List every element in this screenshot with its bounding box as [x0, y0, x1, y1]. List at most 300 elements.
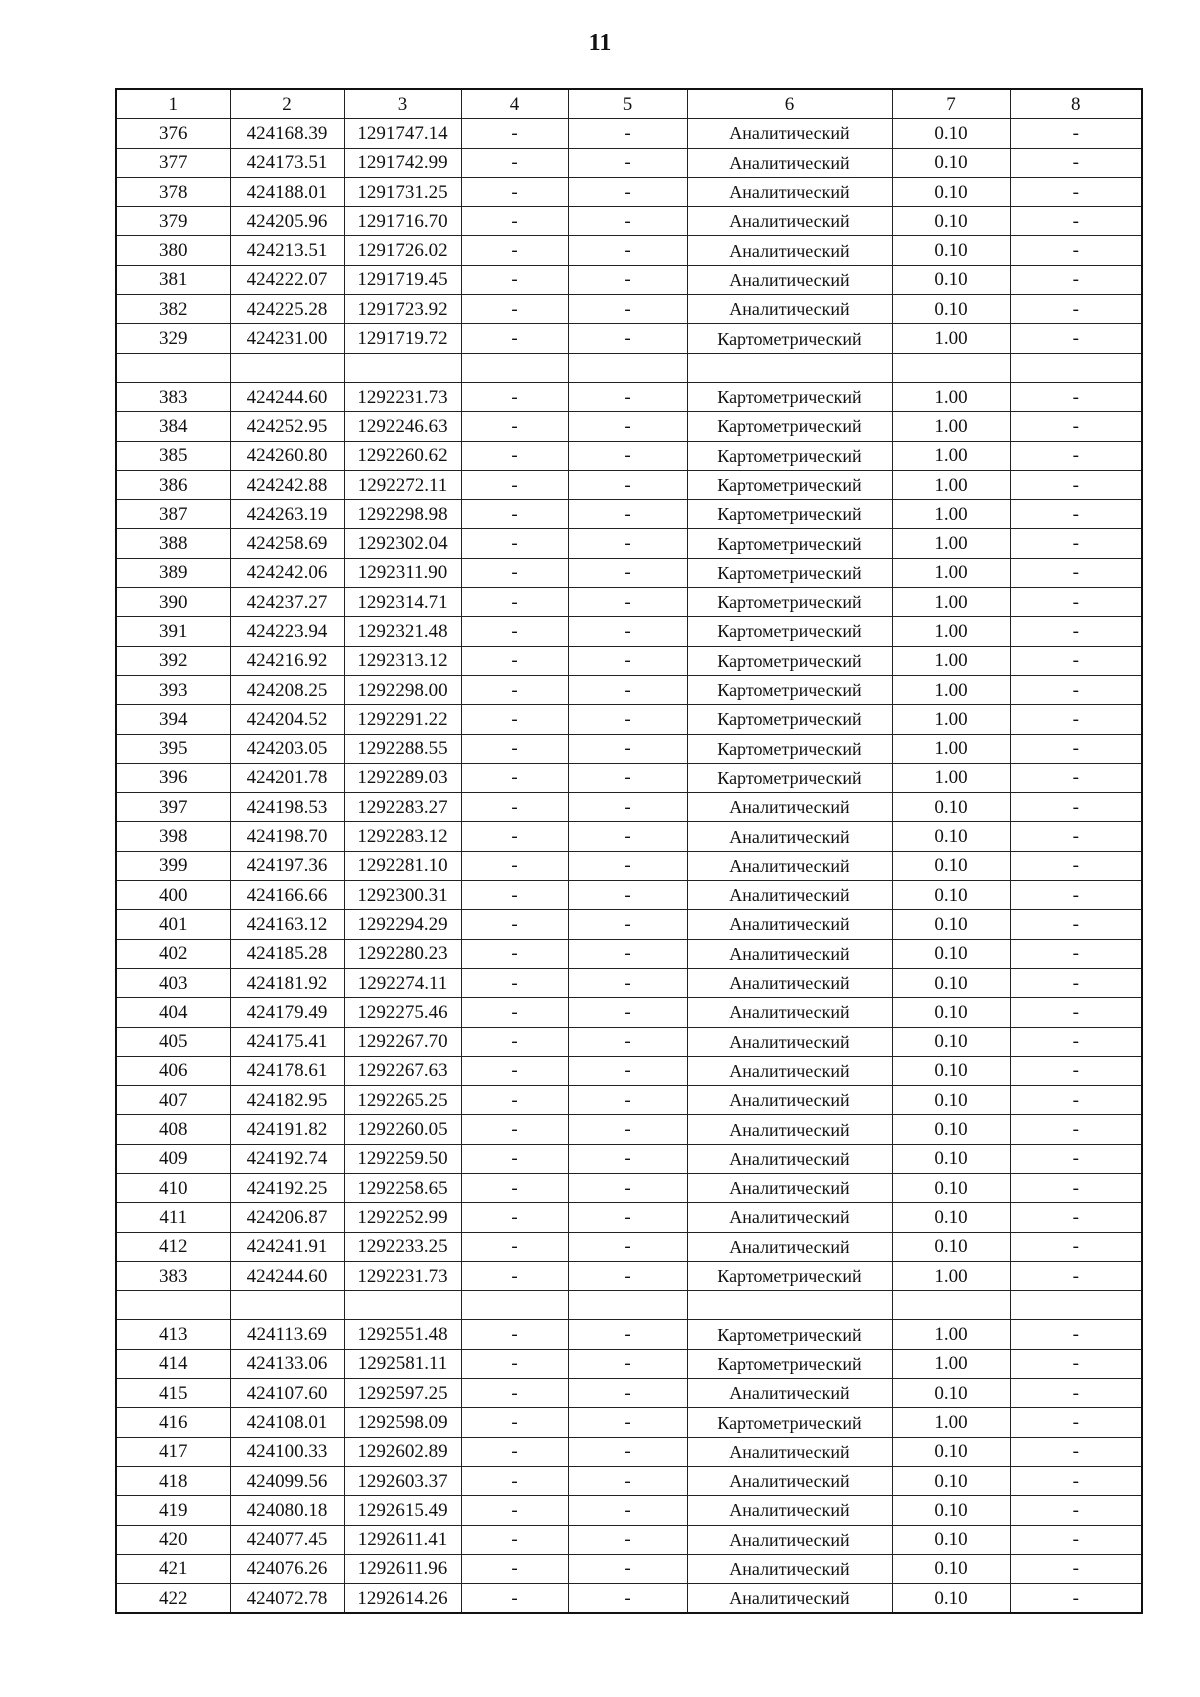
table-cell-col-3: 1292231.73	[344, 382, 461, 411]
table-cell-col-2: 424182.95	[230, 1086, 344, 1115]
table-cell-col-3: 1292298.98	[344, 500, 461, 529]
table-row	[116, 1320, 1142, 1349]
table-cell-col-7: 1.00	[892, 412, 1010, 441]
table-cell-col-7: 0.10	[892, 295, 1010, 324]
table-cell-col-3: 1292272.11	[344, 470, 461, 499]
table-cell-col-3: 1292611.41	[344, 1525, 461, 1554]
table-row	[116, 500, 1142, 529]
table-cell-col-2: 424208.25	[230, 675, 344, 704]
table-cell-col-3: 1292300.31	[344, 881, 461, 910]
column-header-1: 1	[116, 89, 230, 119]
table-cell-col-3: 1292551.48	[344, 1320, 461, 1349]
table-cell-col-1: 407	[116, 1086, 230, 1115]
table-cell-col-4: -	[461, 412, 568, 441]
table-cell-col-8: -	[1010, 1320, 1142, 1349]
table-cell-col-6	[687, 1291, 892, 1320]
table-cell-col-5: -	[568, 1379, 687, 1408]
table-cell-col-2: 424203.05	[230, 734, 344, 763]
table-cell-col-4: -	[461, 1027, 568, 1056]
table-cell-col-6: Аналитический	[687, 1554, 892, 1583]
table-cell-col-4: -	[461, 1496, 568, 1525]
table-cell-col-1: 417	[116, 1437, 230, 1466]
table-cell-col-7: 0.10	[892, 1496, 1010, 1525]
table-cell-col-7: 0.10	[892, 1584, 1010, 1614]
table-cell-col-2: 424185.28	[230, 939, 344, 968]
table-cell-col-8: -	[1010, 675, 1142, 704]
table-cell-col-2: 424192.25	[230, 1173, 344, 1202]
table-cell-col-3: 1292259.50	[344, 1144, 461, 1173]
table-cell-col-2: 424231.00	[230, 324, 344, 353]
table-row	[116, 177, 1142, 206]
table-cell-col-7: 0.10	[892, 1203, 1010, 1232]
table-cell-col-2: 424252.95	[230, 412, 344, 441]
table-cell-col-6: Аналитический	[687, 998, 892, 1027]
table-cell-col-6: Аналитический	[687, 1496, 892, 1525]
table-cell-col-3: 1292288.55	[344, 734, 461, 763]
table-cell-col-2: 424173.51	[230, 148, 344, 177]
table-row	[116, 675, 1142, 704]
column-header-6: 6	[687, 89, 892, 119]
table-cell-col-8: -	[1010, 1144, 1142, 1173]
table-cell-col-7: 0.10	[892, 1056, 1010, 1085]
table-cell-col-6: Аналитический	[687, 1173, 892, 1202]
table-cell-col-5: -	[568, 1115, 687, 1144]
table-cell-col-8: -	[1010, 734, 1142, 763]
table-cell-col-1: 392	[116, 646, 230, 675]
table-cell-col-7: 0.10	[892, 851, 1010, 880]
table-cell-col-1: 383	[116, 1261, 230, 1290]
table-cell-col-7: 1.00	[892, 1408, 1010, 1437]
table-cell-col-4: -	[461, 1437, 568, 1466]
table-cell-col-7: 0.10	[892, 793, 1010, 822]
table-cell-col-4: -	[461, 763, 568, 792]
table-row	[116, 1466, 1142, 1495]
table-cell-col-5: -	[568, 588, 687, 617]
table-cell-col-6: Аналитический	[687, 1203, 892, 1232]
table-cell-col-1: 420	[116, 1525, 230, 1554]
table-cell-col-7: 0.10	[892, 177, 1010, 206]
table-cell-col-7: 0.10	[892, 207, 1010, 236]
column-header-7: 7	[892, 89, 1010, 119]
table-cell-col-6: Картометрический	[687, 1349, 892, 1378]
table-cell-col-5: -	[568, 412, 687, 441]
table-cell-col-1	[116, 1291, 230, 1320]
table-cell-col-7: 0.10	[892, 1144, 1010, 1173]
table-cell-col-8: -	[1010, 558, 1142, 587]
table-cell-col-4: -	[461, 939, 568, 968]
table-cell-col-3: 1292283.27	[344, 793, 461, 822]
table-cell-col-8: -	[1010, 588, 1142, 617]
separator-row	[116, 1291, 1142, 1320]
table-cell-col-5: -	[568, 939, 687, 968]
page-number: 11	[588, 30, 612, 56]
table-cell-col-8: -	[1010, 793, 1142, 822]
table-cell-col-4: -	[461, 822, 568, 851]
table-cell-col-6: Аналитический	[687, 1437, 892, 1466]
table-cell-col-3: 1292321.48	[344, 617, 461, 646]
table-cell-col-2: 424242.88	[230, 470, 344, 499]
table-cell-col-3: 1292275.46	[344, 998, 461, 1027]
table-cell-col-4: -	[461, 1525, 568, 1554]
table-cell-col-1: 381	[116, 265, 230, 294]
table-cell-col-4: -	[461, 441, 568, 470]
table-cell-col-8: -	[1010, 1408, 1142, 1437]
table-cell-col-2: 424179.49	[230, 998, 344, 1027]
table-cell-col-7: 1.00	[892, 529, 1010, 558]
table-cell-col-7: 0.10	[892, 1232, 1010, 1261]
table-cell-col-1: 403	[116, 968, 230, 997]
table-cell-col-1: 419	[116, 1496, 230, 1525]
table-cell-col-6: Аналитический	[687, 1584, 892, 1614]
table-cell-col-1	[116, 353, 230, 382]
table-cell-col-1: 410	[116, 1173, 230, 1202]
table-cell-col-5: -	[568, 1496, 687, 1525]
table-cell-col-8: -	[1010, 1056, 1142, 1085]
table-cell-col-2: 424222.07	[230, 265, 344, 294]
table-cell-col-3: 1291719.45	[344, 265, 461, 294]
table-cell-col-7: 0.10	[892, 968, 1010, 997]
table-cell-col-6: Картометрический	[687, 558, 892, 587]
table-cell-col-3: 1292274.11	[344, 968, 461, 997]
table-cell-col-1: 402	[116, 939, 230, 968]
table-cell-col-1: 413	[116, 1320, 230, 1349]
table-cell-col-5	[568, 353, 687, 382]
table-row	[116, 1232, 1142, 1261]
table-cell-col-2: 424242.06	[230, 558, 344, 587]
table-cell-col-3: 1292314.71	[344, 588, 461, 617]
table-cell-col-5: -	[568, 1525, 687, 1554]
table-cell-col-7: 0.10	[892, 1027, 1010, 1056]
table-cell-col-3: 1292291.22	[344, 705, 461, 734]
table-cell-col-8: -	[1010, 1261, 1142, 1290]
table-cell-col-7: 1.00	[892, 646, 1010, 675]
table-cell-col-3: 1292260.62	[344, 441, 461, 470]
table-row	[116, 910, 1142, 939]
table-cell-col-1: 380	[116, 236, 230, 265]
table-cell-col-4: -	[461, 910, 568, 939]
table-cell-col-7: 1.00	[892, 500, 1010, 529]
table-cell-col-1: 422	[116, 1584, 230, 1614]
table-cell-col-1: 391	[116, 617, 230, 646]
table-cell-col-6: Аналитический	[687, 1525, 892, 1554]
table-cell-col-3: 1292231.73	[344, 1261, 461, 1290]
table-cell-col-7	[892, 1291, 1010, 1320]
table-cell-col-1: 408	[116, 1115, 230, 1144]
table-cell-col-3: 1292281.10	[344, 851, 461, 880]
table-row	[116, 295, 1142, 324]
table-cell-col-4: -	[461, 1554, 568, 1583]
table-cell-col-4: -	[461, 1173, 568, 1202]
table-cell-col-3: 1292289.03	[344, 763, 461, 792]
table-cell-col-8: -	[1010, 324, 1142, 353]
table-cell-col-8: -	[1010, 1437, 1142, 1466]
coordinates-table	[115, 88, 1143, 1614]
table-cell-col-8: -	[1010, 382, 1142, 411]
table-cell-col-7: 1.00	[892, 324, 1010, 353]
table-cell-col-5: -	[568, 324, 687, 353]
table-cell-col-8: -	[1010, 881, 1142, 910]
table-row	[116, 1261, 1142, 1290]
table-row	[116, 558, 1142, 587]
table-cell-col-3: 1292615.49	[344, 1496, 461, 1525]
table-cell-col-5	[568, 1291, 687, 1320]
table-cell-col-6: Аналитический	[687, 1144, 892, 1173]
table-cell-col-1: 390	[116, 588, 230, 617]
table-cell-col-5: -	[568, 1320, 687, 1349]
table-cell-col-2: 424175.41	[230, 1027, 344, 1056]
table-cell-col-1: 406	[116, 1056, 230, 1085]
table-cell-col-8	[1010, 353, 1142, 382]
table-cell-col-2: 424201.78	[230, 763, 344, 792]
table-cell-col-2: 424205.96	[230, 207, 344, 236]
table-cell-col-5: -	[568, 1349, 687, 1378]
table-cell-col-1: 398	[116, 822, 230, 851]
table-cell-col-2: 424241.91	[230, 1232, 344, 1261]
table-cell-col-5: -	[568, 529, 687, 558]
table-cell-col-2: 424244.60	[230, 382, 344, 411]
table-cell-col-3: 1292597.25	[344, 1379, 461, 1408]
table-row	[116, 1173, 1142, 1202]
table-cell-col-3: 1291742.99	[344, 148, 461, 177]
table-cell-col-2: 424166.66	[230, 881, 344, 910]
table-cell-col-3: 1292260.05	[344, 1115, 461, 1144]
table-cell-col-1: 404	[116, 998, 230, 1027]
table-cell-col-1: 394	[116, 705, 230, 734]
table-row	[116, 588, 1142, 617]
table-cell-col-4: -	[461, 617, 568, 646]
table-cell-col-4: -	[461, 295, 568, 324]
table-cell-col-8: -	[1010, 1379, 1142, 1408]
table-cell-col-6: Аналитический	[687, 793, 892, 822]
table-cell-col-3: 1291726.02	[344, 236, 461, 265]
table-row	[116, 207, 1142, 236]
table-cell-col-7: 1.00	[892, 1261, 1010, 1290]
table-cell-col-7: 0.10	[892, 265, 1010, 294]
table-cell-col-3: 1291723.92	[344, 295, 461, 324]
table-cell-col-4: -	[461, 529, 568, 558]
table-cell-col-5: -	[568, 1554, 687, 1583]
table-row	[116, 1027, 1142, 1056]
table-cell-col-2: 424213.51	[230, 236, 344, 265]
table-row	[116, 705, 1142, 734]
table-cell-col-7: 1.00	[892, 441, 1010, 470]
table-cell-col-7: 0.10	[892, 1437, 1010, 1466]
table-cell-col-2: 424197.36	[230, 851, 344, 880]
table-cell-col-2: 424225.28	[230, 295, 344, 324]
table-cell-col-7: 0.10	[892, 1379, 1010, 1408]
table-cell-col-4: -	[461, 881, 568, 910]
table-cell-col-2: 424072.78	[230, 1584, 344, 1614]
table-cell-col-4: -	[461, 236, 568, 265]
table-row	[116, 881, 1142, 910]
table-cell-col-4: -	[461, 207, 568, 236]
table-cell-col-6: Аналитический	[687, 295, 892, 324]
table-cell-col-8: -	[1010, 1232, 1142, 1261]
table-cell-col-2: 424077.45	[230, 1525, 344, 1554]
table-cell-col-4: -	[461, 177, 568, 206]
table-cell-col-4: -	[461, 324, 568, 353]
table-cell-col-2: 424198.53	[230, 793, 344, 822]
table-cell-col-2: 424163.12	[230, 910, 344, 939]
table-cell-col-5: -	[568, 734, 687, 763]
table-cell-col-3: 1292246.63	[344, 412, 461, 441]
table-cell-col-6: Аналитический	[687, 968, 892, 997]
table-cell-col-4: -	[461, 1203, 568, 1232]
table-cell-col-2: 424133.06	[230, 1349, 344, 1378]
table-cell-col-2: 424178.61	[230, 1056, 344, 1085]
table-cell-col-1: 416	[116, 1408, 230, 1437]
table-cell-col-4: -	[461, 675, 568, 704]
table-cell-col-3: 1292267.70	[344, 1027, 461, 1056]
table-cell-col-8: -	[1010, 236, 1142, 265]
table-cell-col-6: Картометрический	[687, 470, 892, 499]
table-cell-col-8: -	[1010, 1203, 1142, 1232]
table-row	[116, 148, 1142, 177]
table-cell-col-1: 384	[116, 412, 230, 441]
table-cell-col-7: 0.10	[892, 939, 1010, 968]
table-cell-col-7: 0.10	[892, 236, 1010, 265]
table-cell-col-5: -	[568, 500, 687, 529]
table-cell-col-7: 0.10	[892, 1466, 1010, 1495]
table-cell-col-8: -	[1010, 617, 1142, 646]
column-header-8: 8	[1010, 89, 1142, 119]
table-cell-col-6: Аналитический	[687, 236, 892, 265]
table-row	[116, 265, 1142, 294]
table-cell-col-5: -	[568, 1027, 687, 1056]
table-cell-col-1: 415	[116, 1379, 230, 1408]
table-cell-col-5: -	[568, 177, 687, 206]
table-cell-col-6: Аналитический	[687, 207, 892, 236]
table-cell-col-2: 424076.26	[230, 1554, 344, 1583]
table-cell-col-7: 0.10	[892, 910, 1010, 939]
table-cell-col-5: -	[568, 1584, 687, 1614]
table-cell-col-5: -	[568, 1173, 687, 1202]
table-cell-col-4: -	[461, 851, 568, 880]
table-cell-col-1: 376	[116, 119, 230, 148]
table-cell-col-5: -	[568, 910, 687, 939]
table-cell-col-4: -	[461, 646, 568, 675]
table-cell-col-3: 1292598.09	[344, 1408, 461, 1437]
table-cell-col-6: Картометрический	[687, 705, 892, 734]
table-cell-col-6: Картометрический	[687, 324, 892, 353]
table-cell-col-1: 385	[116, 441, 230, 470]
table-cell-col-3: 1291719.72	[344, 324, 461, 353]
table-cell-col-8: -	[1010, 646, 1142, 675]
table-cell-col-3: 1292603.37	[344, 1466, 461, 1495]
table-row	[116, 822, 1142, 851]
column-header-4: 4	[461, 89, 568, 119]
table-cell-col-4: -	[461, 382, 568, 411]
column-header-3: 3	[344, 89, 461, 119]
table-cell-col-8: -	[1010, 910, 1142, 939]
table-row	[116, 998, 1142, 1027]
table-cell-col-8: -	[1010, 705, 1142, 734]
table-cell-col-1: 379	[116, 207, 230, 236]
table-cell-col-6: Картометрический	[687, 1261, 892, 1290]
table-cell-col-2: 424263.19	[230, 500, 344, 529]
table-cell-col-5: -	[568, 1408, 687, 1437]
table-cell-col-3: 1291747.14	[344, 119, 461, 148]
table-cell-col-1: 412	[116, 1232, 230, 1261]
table-cell-col-1: 389	[116, 558, 230, 587]
table-cell-col-8: -	[1010, 1525, 1142, 1554]
table-row	[116, 382, 1142, 411]
table-cell-col-2: 424216.92	[230, 646, 344, 675]
table-cell-col-8: -	[1010, 207, 1142, 236]
table-cell-col-4	[461, 353, 568, 382]
table-cell-col-6: Аналитический	[687, 822, 892, 851]
table-cell-col-1: 418	[116, 1466, 230, 1495]
table-cell-col-2: 424080.18	[230, 1496, 344, 1525]
table-cell-col-1: 377	[116, 148, 230, 177]
table-cell-col-3: 1292611.96	[344, 1554, 461, 1583]
table-cell-col-8: -	[1010, 1466, 1142, 1495]
table-row	[116, 939, 1142, 968]
table-cell-col-5: -	[568, 470, 687, 499]
table-row	[116, 1203, 1142, 1232]
table-cell-col-1: 405	[116, 1027, 230, 1056]
table-row	[116, 529, 1142, 558]
table-row	[116, 1525, 1142, 1554]
table-cell-col-1: 382	[116, 295, 230, 324]
table-row	[116, 793, 1142, 822]
table-cell-col-2	[230, 1291, 344, 1320]
table-cell-col-4: -	[461, 588, 568, 617]
table-cell-col-7: 1.00	[892, 675, 1010, 704]
table-cell-col-8: -	[1010, 1349, 1142, 1378]
table-cell-col-4: -	[461, 793, 568, 822]
separator-row	[116, 353, 1142, 382]
table-cell-col-2: 424168.39	[230, 119, 344, 148]
table-cell-col-6: Аналитический	[687, 1232, 892, 1261]
table-cell-col-7: 0.10	[892, 822, 1010, 851]
table-cell-col-5: -	[568, 705, 687, 734]
table-row	[116, 763, 1142, 792]
table-cell-col-8: -	[1010, 470, 1142, 499]
table-cell-col-5: -	[568, 968, 687, 997]
table-cell-col-8: -	[1010, 822, 1142, 851]
table-cell-col-6: Аналитический	[687, 177, 892, 206]
table-cell-col-1: 421	[116, 1554, 230, 1583]
table-row	[116, 1115, 1142, 1144]
table-cell-col-8	[1010, 1291, 1142, 1320]
table-cell-col-1: 399	[116, 851, 230, 880]
table-cell-col-5: -	[568, 207, 687, 236]
table-cell-col-8: -	[1010, 177, 1142, 206]
table-cell-col-6: Аналитический	[687, 119, 892, 148]
table-row	[116, 1349, 1142, 1378]
table-cell-col-3: 1292298.00	[344, 675, 461, 704]
table-cell-col-5: -	[568, 998, 687, 1027]
table-cell-col-7: 1.00	[892, 763, 1010, 792]
table-cell-col-6: Аналитический	[687, 1379, 892, 1408]
table-cell-col-8: -	[1010, 851, 1142, 880]
table-cell-col-4: -	[461, 1261, 568, 1290]
table-cell-col-3: 1292313.12	[344, 646, 461, 675]
table-cell-col-7: 0.10	[892, 1525, 1010, 1554]
table-cell-col-5: -	[568, 881, 687, 910]
table-cell-col-4: -	[461, 500, 568, 529]
table-cell-col-4: -	[461, 734, 568, 763]
table-cell-col-8: -	[1010, 968, 1142, 997]
table-cell-col-5: -	[568, 646, 687, 675]
table-cell-col-7: 1.00	[892, 382, 1010, 411]
table-cell-col-2: 424258.69	[230, 529, 344, 558]
table-cell-col-8: -	[1010, 998, 1142, 1027]
table-cell-col-7: 0.10	[892, 148, 1010, 177]
table-cell-col-5: -	[568, 265, 687, 294]
table-cell-col-8: -	[1010, 295, 1142, 324]
